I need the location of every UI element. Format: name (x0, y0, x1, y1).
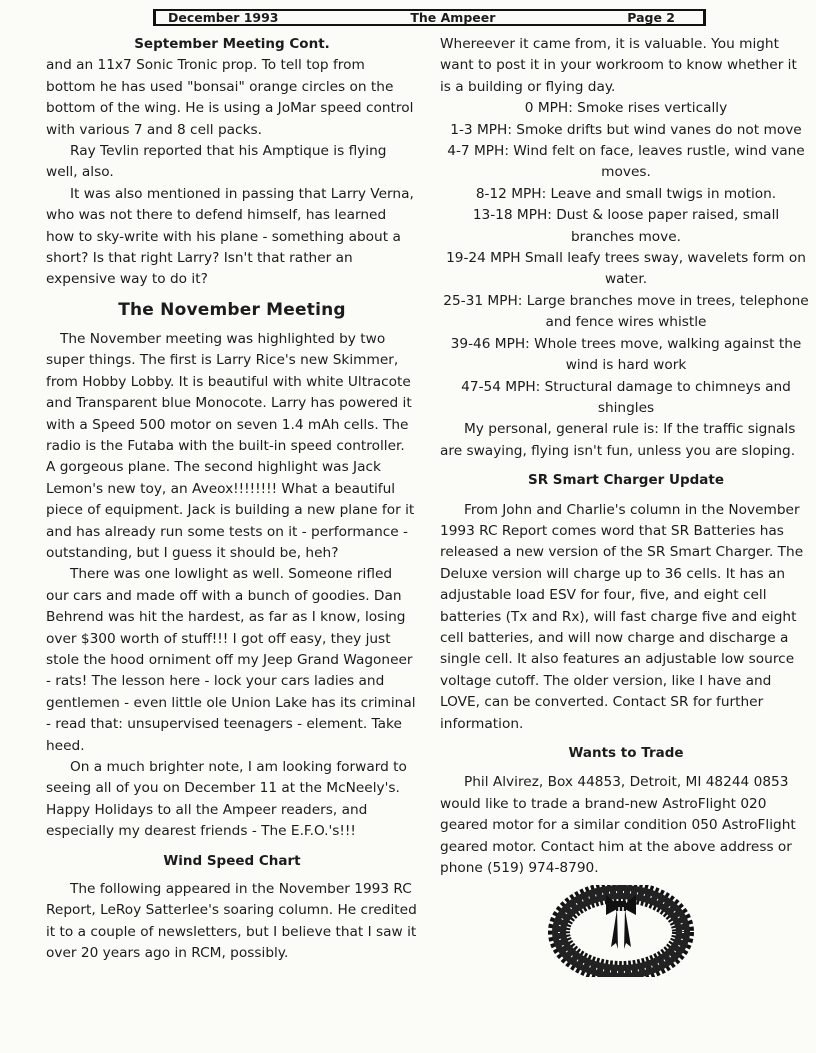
paragraph: It was also mentioned in passing that Larry Verna, who was not there to defend himself, has learned how to sky-write with his plane - something about a short? Is that right Larry? Isn't that rather an expensive way to do it? (46, 185, 414, 288)
wind-chart-line: 25-31 MPH: Large branches move in trees, telephone and fence wires whistle (443, 292, 809, 331)
wind-chart-line: 13-18 MPH: Dust & loose paper raised, small branches move. (472, 207, 780, 245)
left-column (46, 34, 418, 965)
september-meeting-heading: September Meeting Cont. (134, 36, 330, 52)
wind-chart-line: 4-7 MPH: Wind felt on face, leaves rustle, wind vane moves. (447, 143, 805, 181)
paragraph: Phil Alvirez, Box 44853, Detroit, MI 48244 0853 would like to trade a brand-new AstroFlight 020 geared motor for a similar condition 050 AstroFlight geared motor. Contact him at the above address or phone (519) 974-8790. (440, 774, 796, 877)
paragraph: Ray Tevlin reported that his Amptique is flying well, also. (46, 143, 387, 181)
header-page-number: Page 2 (627, 10, 675, 25)
paragraph: The November meeting was highlighted by two super things. The first is Larry Rice's new Skimmer, from Hobby Lobby. It is beautiful with white Ultracote and Transparent blue Monocote. Larry has powered it with a Speed 500 motor on seven 1.4 mAh cells. The radio is the Futaba with the built-in speed controller. A gorgeous plane. The second highlight was Jack Lemon's new toy, an Aveox!!!!!!!! What a beautiful piece of equipment. Jack is building a new plane for it and has already run some tests on it - performance - outstanding, but I guess it should be, heh? (46, 330, 415, 561)
wind-chart-line: 47-54 MPH: Structural damage to chimneys and shingles (461, 378, 791, 416)
wind-speed-chart-heading: Wind Speed Chart (163, 852, 301, 869)
header-newsletter-name: The Ampeer (410, 10, 496, 25)
paragraph: My personal, general rule is: If the traffic signals are swaying, flying isn't fun, unless you are sloping. (440, 421, 796, 459)
paragraph: The following appeared in the November 1993 RC Report, LeRoy Satterlee's soaring column. He credited it to a couple of newsletters, but I believe that I saw it over 20 years ago in RCM, possibly. (46, 881, 417, 962)
wind-chart-line: 1-3 MPH: Smoke drifts but wind vanes do not move (450, 121, 802, 138)
wind-chart-line: 8-12 MPH: Leave and small twigs in motion. (475, 185, 777, 202)
wind-chart-line: 19-24 MPH Small leafy trees sway, wavelets form on water. (446, 250, 806, 288)
wind-speed-chart (440, 98, 812, 419)
paragraph: Whereever it came from, it is valuable. You might want to post it in your workroom to know whether it is a building or flying day. (440, 36, 797, 95)
paragraph: and an 11x7 Sonic Tronic prop. To tell top from bottom he has used "bonsai" orange circles on the bottom of the wing. He is using a JoMar speed control with various 7 and 8 cell packs. (46, 57, 414, 138)
wind-chart-line: 0 MPH: Smoke rises vertically (524, 100, 728, 117)
christmas-wreath-icon (548, 885, 694, 977)
right-column (440, 34, 812, 879)
paragraph: There was one lowlight as well. Someone rifled our cars and made off with a bunch of goodies. Dan Behrend was hit the hardest, as far as I know, losing over $300 worth of stuff!!! I got off easy, they just stole the hood orniment off my Jeep Grand Wagoneer - rats! The lesson here - lock your cars ladies and gentlemen - even little ole Union Lake has its criminal - read that: unsupervised teenagers - element. Take heed. (46, 566, 416, 754)
sr-smart-charger-heading: SR Smart Charger Update (527, 472, 724, 489)
page-header (153, 9, 706, 26)
paragraph: From John and Charlie's column in the November 1993 RC Report comes word that SR Batteries has released a new version of the SR Smart Charger. The Deluxe version will charge up to 36 cells. It has an adjustable load ESV for four, five, and eight cell batteries (Tx and Rx), will fast charge five and eight cell batteries, and will now charge and discharge a single cell. It also features an adjustable low source voltage cutoff. The older version, like I have and LOVE, can be converted. Contact SR for further information. (440, 501, 804, 732)
wind-chart-line: 39-46 MPH: Whole trees move, walking against the wind is hard work (450, 335, 802, 374)
wants-to-trade-heading: Wants to Trade (568, 745, 684, 761)
header-date: December 1993 (168, 10, 279, 25)
november-meeting-heading: The November Meeting (118, 299, 346, 320)
paragraph: On a much brighter note, I am looking forward to seeing all of you on December 11 at the McNeely's. Happy Holidays to all the Ampeer readers, and especially my dearest friends - The E.F.O.'s!!! (46, 759, 407, 840)
